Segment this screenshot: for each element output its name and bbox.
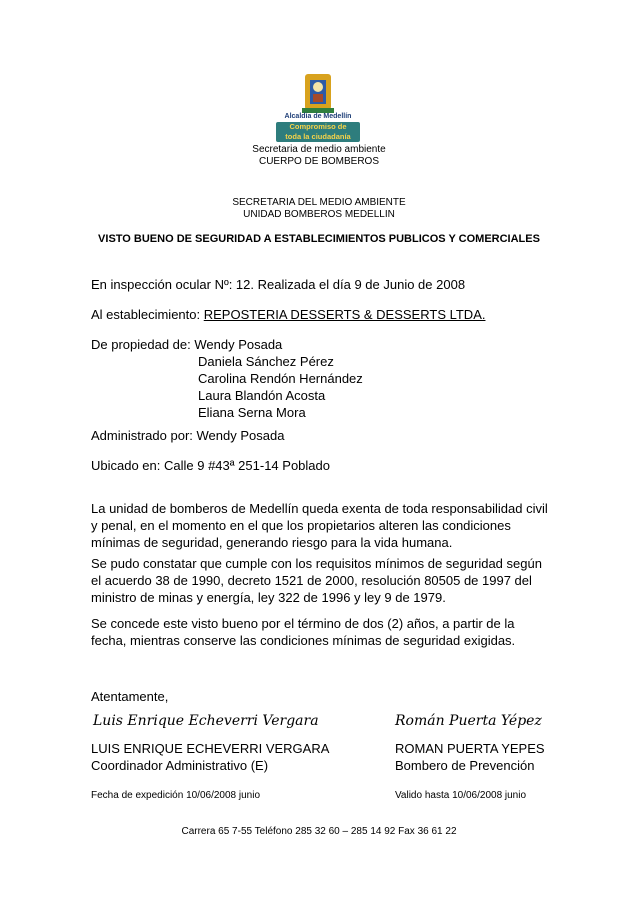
signature-right-handwritten: Román Puerta Yépez bbox=[395, 713, 542, 729]
document-title: VISTO BUENO DE SEGURIDAD A ESTABLECIMIENTOS PUBLICOS Y COMERCIALES bbox=[98, 233, 540, 245]
subheader-unit: UNIDAD BOMBEROS MEDELLIN bbox=[243, 209, 395, 220]
paragraph-line: Se pudo constatar que cumple con los requisitos mínimos de seguridad según bbox=[91, 556, 542, 571]
footer-contact: Carrera 65 7-55 Teléfono 285 32 60 – 285 14 92 Fax 36 61 22 bbox=[181, 826, 457, 837]
closing-line: Atentamente, bbox=[91, 689, 169, 704]
owners-first-line bbox=[91, 336, 363, 353]
alcaldia-de-medellin-shield-icon bbox=[272, 70, 364, 114]
header-unit: CUERPO DE BOMBEROS bbox=[258, 156, 380, 167]
owner-name: Laura Blandón Acosta bbox=[198, 388, 326, 403]
location-line: Ubicado en: Calle 9 #43ª 251-14 Poblado bbox=[91, 458, 330, 473]
subheader-department: SECRETARIA DEL MEDIO AMBIENTE bbox=[232, 197, 406, 208]
paragraph-line: mínimas de seguridad, generando riesgo para la vida humana. bbox=[91, 535, 453, 550]
paragraph-line: Se concede este visto bueno por el término de dos (2) años, a partir de la bbox=[91, 616, 515, 631]
alcaldia-logo bbox=[272, 70, 364, 142]
owners-block bbox=[91, 336, 363, 421]
owner-name: Daniela Sánchez Pérez bbox=[198, 354, 334, 369]
paragraph-line: ministro de minas y energía, ley 322 de 1996 y ley 9 de 1979. bbox=[91, 590, 446, 605]
valid-until-date: Valido hasta 10/06/2008 junio bbox=[395, 790, 527, 801]
establishment-line bbox=[91, 306, 485, 323]
paragraph-line: y penal, en el momento en el que los propietarios alteren las condiciones bbox=[91, 518, 511, 533]
inspection-line: En inspección ocular Nº: 12. Realizada el día 9 de Junio de 2008 bbox=[91, 277, 466, 292]
signatory-right-role: Bombero de Prevención bbox=[395, 758, 535, 773]
paragraph-line: La unidad de bomberos de Medellín queda exenta de toda responsabilidad civil bbox=[91, 501, 548, 516]
paragraph-line: fecha, mientras conserve las condiciones mínimas de seguridad exigidas. bbox=[91, 633, 516, 648]
logo-banner-line1: Compromiso de bbox=[289, 122, 347, 131]
logo-banner-line2: toda la ciudadanía bbox=[285, 132, 351, 141]
owner-name: Eliana Serna Mora bbox=[198, 405, 306, 420]
paragraph-line: el acuerdo 38 de 1990, decreto 1521 de 2000, resolución 80505 de 1997 del bbox=[91, 573, 532, 588]
paragraph-liability bbox=[91, 500, 561, 551]
paragraph-validity bbox=[91, 615, 561, 649]
owner-name: Wendy Posada bbox=[194, 337, 283, 352]
logo-banner bbox=[276, 122, 360, 142]
owner-name: Carolina Rendón Hernández bbox=[198, 371, 363, 386]
establishment-name: REPOSTERIA DESSERTS & DESSERTS LTDA. bbox=[203, 307, 486, 322]
owners-label: De propiedad de: bbox=[91, 337, 195, 352]
signatory-right-name: ROMAN PUERTA YEPES bbox=[395, 741, 545, 756]
logo-label-alcaldia: Alcaldía de Medellín bbox=[284, 113, 352, 120]
issue-date: Fecha de expedición 10/06/2008 junio bbox=[91, 790, 261, 801]
signatory-left-name: LUIS ENRIQUE ECHEVERRI VERGARA bbox=[91, 741, 330, 756]
signatory-left-role: Coordinador Administrativo (E) bbox=[91, 758, 269, 773]
paragraph-compliance bbox=[91, 555, 561, 606]
signature-left-handwritten: Luis Enrique Echeverri Vergara bbox=[93, 713, 319, 729]
establishment-label: Al establecimiento: bbox=[91, 307, 204, 322]
header-department: Secretaria de medio ambiente bbox=[252, 144, 386, 155]
administered-line: Administrado por: Wendy Posada bbox=[91, 428, 285, 443]
